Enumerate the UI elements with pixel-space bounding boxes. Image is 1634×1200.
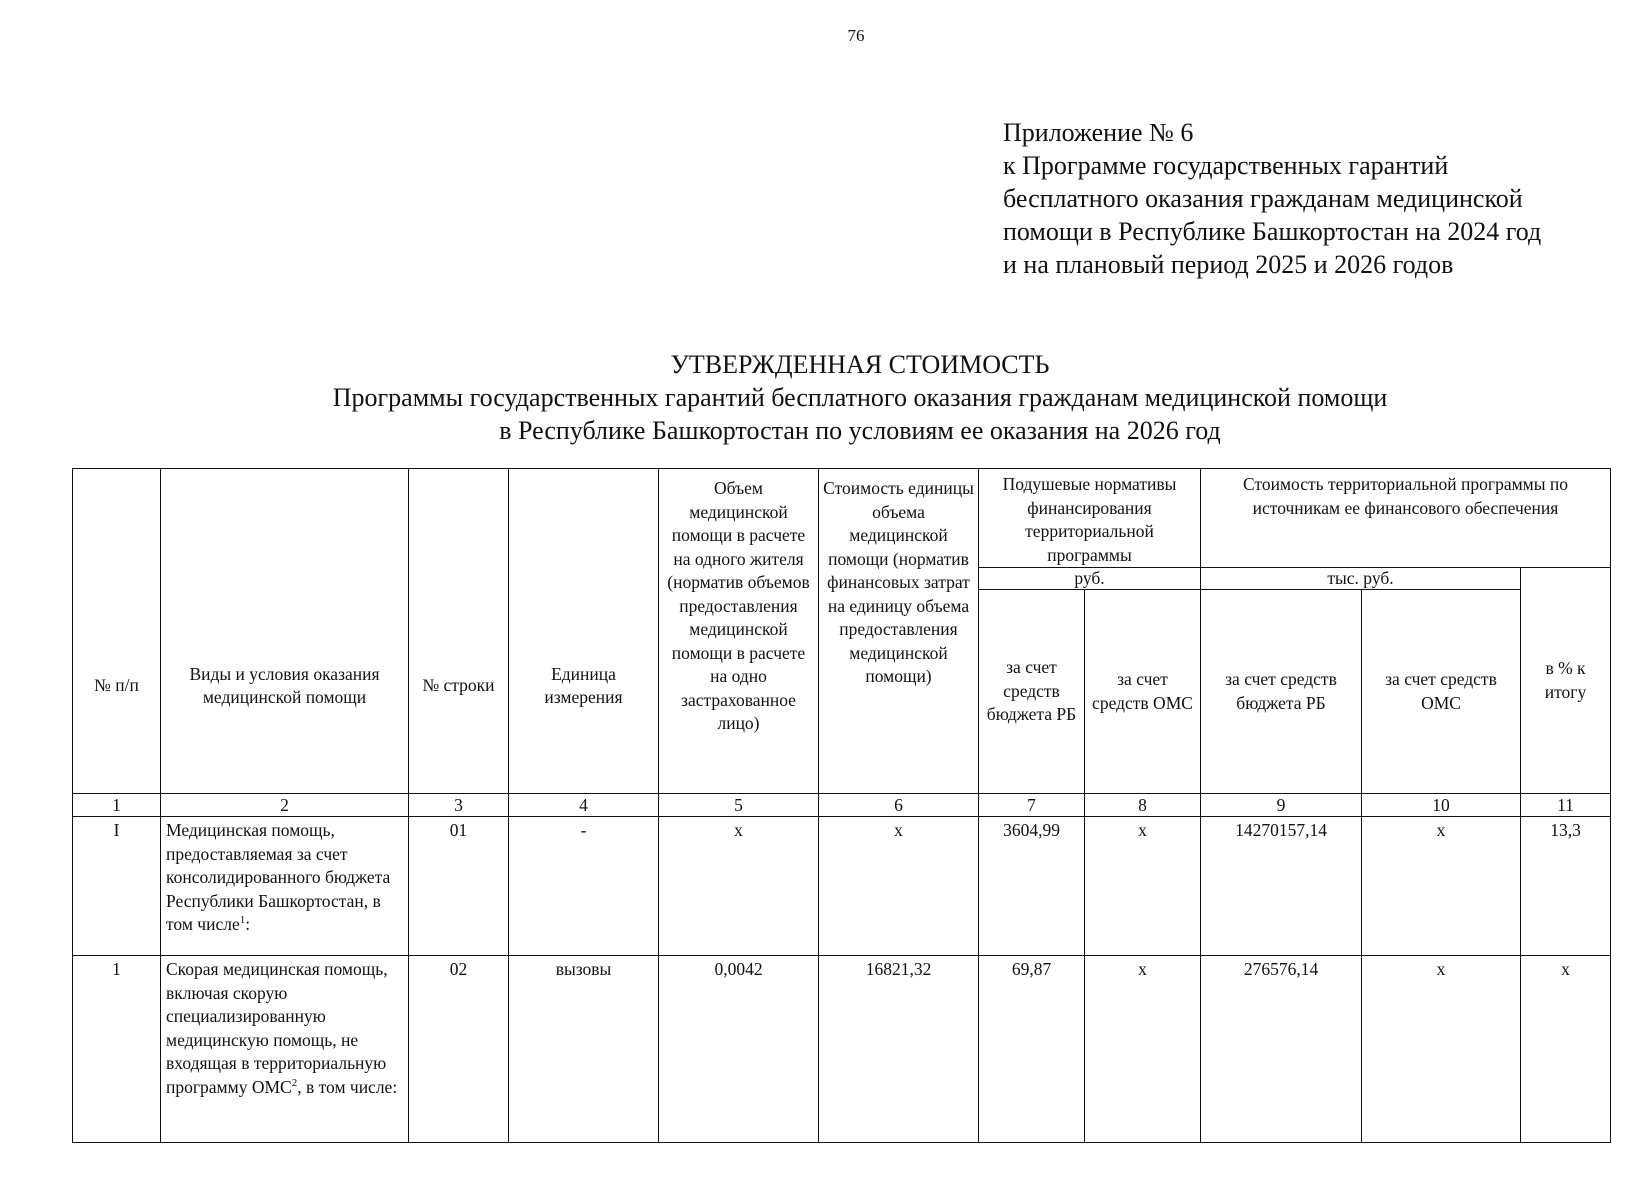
header-percent: в % к итогу [1521, 568, 1611, 794]
cell-per-capita-rb: 3604,99 [979, 817, 1085, 956]
column-number: 3 [409, 794, 509, 817]
column-number: 11 [1521, 794, 1611, 817]
header-volume: Объем медицинской помощи в расчете на одного жителя (норматив объемов предоставления медицинской помощи в расчете на одно застрахованное лицо) [659, 469, 819, 794]
cell-percent: 13,3 [1521, 817, 1611, 956]
footnote-mark: 1 [239, 914, 246, 927]
column-number: 8 [1085, 794, 1201, 817]
cell-pp: I [73, 817, 161, 956]
cell-unit: - [509, 817, 659, 956]
cell-percent: х [1521, 956, 1611, 1143]
column-number-row [73, 794, 1611, 817]
header-pp: № п/п [73, 469, 161, 794]
header-program-cost: Стоимость территориальной программы по источникам ее финансового обеспечения [1201, 469, 1611, 568]
table-row [73, 956, 1611, 1143]
cell-row-number: 01 [409, 817, 509, 956]
document-subtitle: Программы государственных гарантий бесплатного оказания гражданам медицинской помощи [332, 383, 1388, 412]
column-number: 9 [1201, 794, 1362, 817]
cell-pp: 1 [73, 956, 161, 1143]
column-number: 1 [73, 794, 161, 817]
header-row-number: № строки [409, 469, 509, 794]
appendix-note [1003, 116, 1541, 281]
appendix-line: Приложение № 6 [1003, 118, 1194, 147]
header-unit-cost: Стоимость единицы объема медицинской помощи (норматив финансовых затрат на единицу объема предоставления медицинской помощи) [819, 469, 979, 794]
cell-unit: вызовы [509, 956, 659, 1143]
document-title: УТВЕРЖДЕННАЯ СТОИМОСТЬ [670, 350, 1050, 379]
column-number: 10 [1362, 794, 1521, 817]
column-number: 6 [819, 794, 979, 817]
header-oms: за счет средств ОМС [1362, 590, 1521, 794]
column-number: 7 [979, 794, 1085, 817]
cell-cost-rb: 276576,14 [1201, 956, 1362, 1143]
appendix-line: к Программе государственных гарантий [1003, 151, 1449, 180]
header-budget-rb: за счет средств бюджета РБ [979, 590, 1085, 794]
cell-per-capita-rb: 69,87 [979, 956, 1085, 1143]
column-number: 5 [659, 794, 819, 817]
cell-description [161, 817, 409, 956]
column-number: 4 [509, 794, 659, 817]
description-text: Медицинская помощь, предоставляемая за счет консолидированного бюджета Республики Башкортостан, в том числе [166, 820, 391, 934]
header-kind: Виды и условия оказания медицинской помощи [161, 469, 409, 794]
cost-table [72, 468, 1611, 1143]
appendix-line: и на плановый период 2025 и 2026 годов [1003, 250, 1454, 279]
header-budget-rb: за счет средств бюджета РБ [1201, 590, 1362, 794]
appendix-line: бесплатного оказания гражданам медицинской [1003, 184, 1523, 213]
description-tail: , в том числе: [297, 1076, 398, 1097]
header-per-capita: Подушевые нормативы финансирования территориальной программы [979, 469, 1201, 568]
cell-row-number: 02 [409, 956, 509, 1143]
cell-per-capita-oms: х [1085, 956, 1201, 1143]
description-text: Скорая медицинская помощь, включая скорую специализированную медицинскую помощь, не входящая в территориальную программу ОМС [166, 959, 388, 1097]
cell-description [161, 956, 409, 1143]
cell-volume: 0,0042 [659, 956, 819, 1143]
header-oms: за счет средств ОМС [1085, 590, 1201, 794]
appendix-line: помощи в Республике Башкортостан на 2024 год [1003, 217, 1542, 246]
column-number: 2 [161, 794, 409, 817]
cell-cost-rb: 14270157,14 [1201, 817, 1362, 956]
cell-unit-cost: 16821,32 [819, 956, 979, 1143]
cell-volume: х [659, 817, 819, 956]
document-subtitle: в Республике Башкортостан по условиям ее оказания на 2026 год [499, 416, 1221, 445]
description-tail: : [245, 914, 251, 934]
page-number: 76 [847, 26, 865, 45]
footnote-mark: 2 [291, 1076, 298, 1089]
header-thousand-rub: тыс. руб. [1201, 568, 1521, 590]
header-rub: руб. [979, 568, 1201, 590]
cell-cost-oms: х [1362, 817, 1521, 956]
header-unit: Единица измерения [509, 469, 659, 794]
cell-cost-oms: х [1362, 956, 1521, 1143]
cell-per-capita-oms: х [1085, 817, 1201, 956]
table-row [73, 817, 1611, 956]
cell-unit-cost: х [819, 817, 979, 956]
